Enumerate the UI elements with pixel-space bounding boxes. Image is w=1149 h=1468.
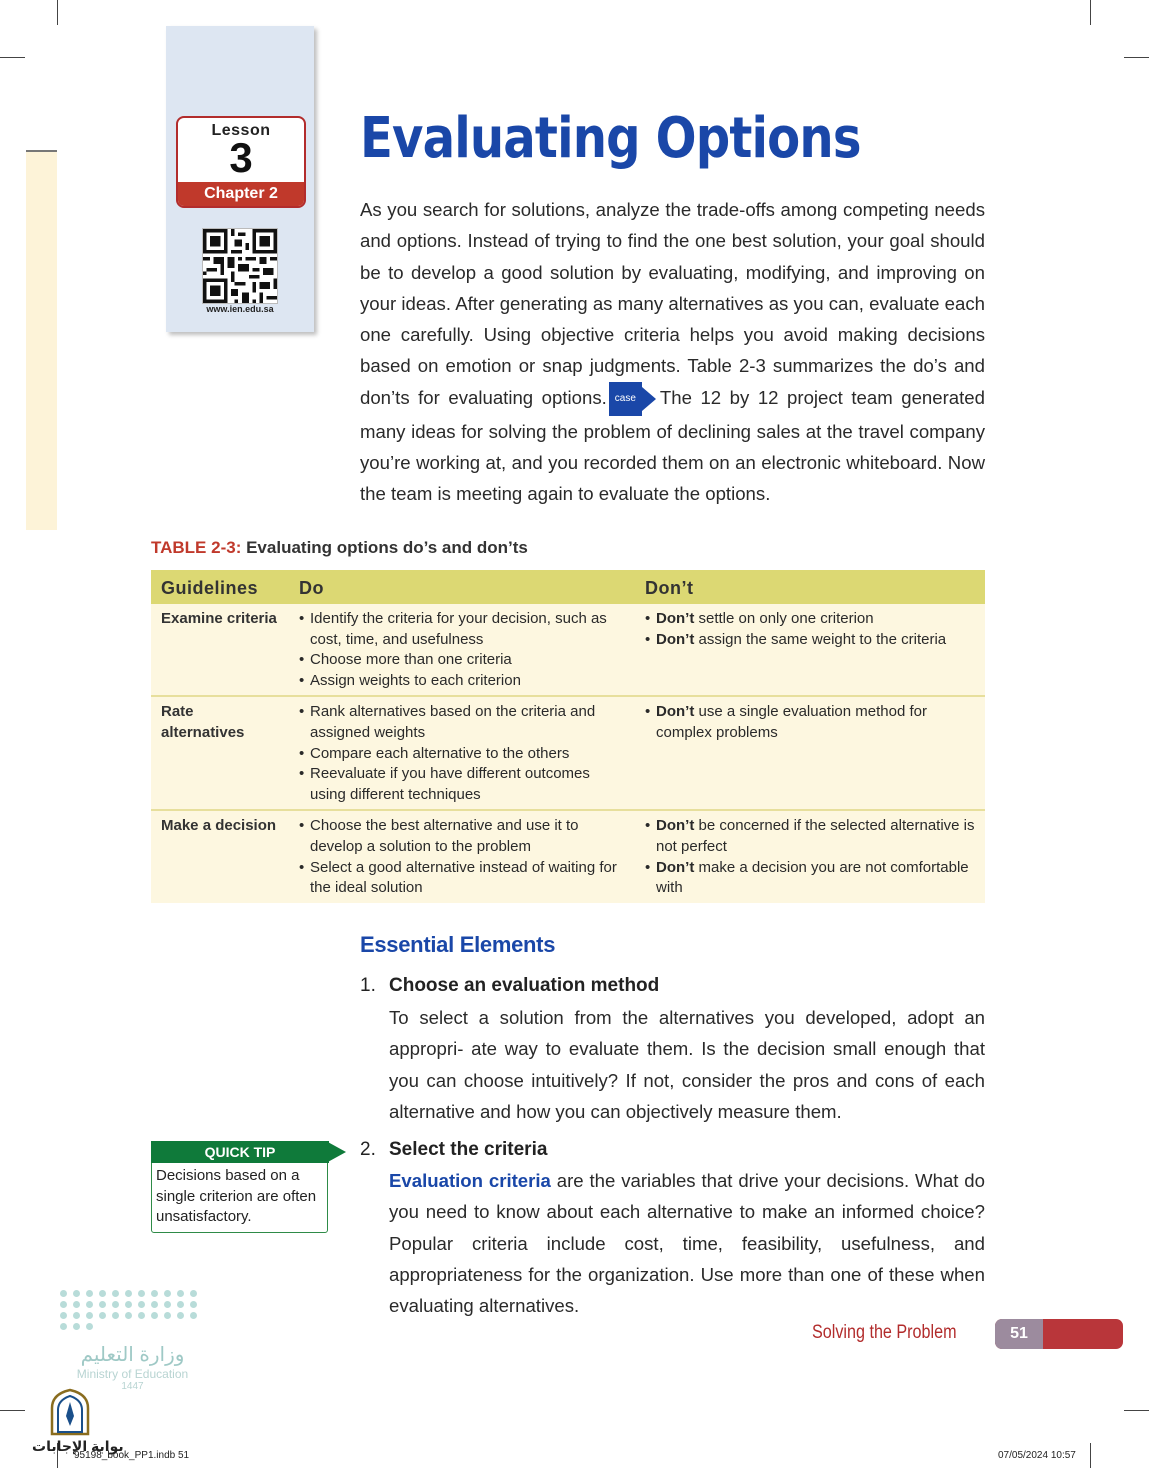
case-label: case (609, 382, 642, 415)
table-header: Do (289, 570, 635, 604)
crop-mark (1124, 57, 1149, 58)
footer-section-title: Solving the Problem (812, 1322, 957, 1343)
lesson-label: Lesson (211, 122, 271, 139)
key-term: Evaluation criteria (389, 1170, 551, 1191)
arrow-right-icon (642, 387, 656, 411)
page-title: Evaluating Options (360, 106, 861, 171)
crop-mark (57, 0, 58, 25)
crop-mark (0, 57, 25, 58)
mosque-emblem-icon (48, 1388, 92, 1436)
ministry-year: 1447 (121, 1381, 144, 1392)
table-cell-guideline: Examine criteria (161, 610, 277, 627)
crop-mark (1090, 1443, 1091, 1468)
list-item: • Rank alternatives based on the criteria and assigned weights (299, 702, 625, 743)
step-text (389, 1165, 985, 1321)
arrow-right-icon (326, 1141, 346, 1163)
step-number: 2. (360, 1139, 376, 1160)
table-cell-dont (635, 696, 985, 810)
list-item: • Don’t make a decision you are not comfortable with (645, 858, 975, 899)
table-header: Guidelines (151, 570, 289, 604)
quick-tip-text: Decisions based on a single criterion are often unsatisfactory. (156, 1167, 317, 1226)
ministry-english: Ministry of Education (76, 1367, 189, 1381)
table-caption-text: Evaluating options do’s and don’ts (246, 538, 528, 557)
print-file-info: 95198_book_PP1.indb 51 (74, 1450, 190, 1461)
print-date-info: 07/05/2024 10:57 (998, 1450, 1076, 1461)
table-caption (151, 538, 528, 558)
table-header-row (151, 570, 985, 604)
table-row (151, 696, 985, 810)
step-heading: Choose an evaluation method (389, 975, 660, 996)
dots-icon (60, 1290, 200, 1330)
qr-code-icon[interactable] (202, 228, 278, 304)
step-text: To select a solution from the alternatives you developed, adopt an appropri- ate way to evaluate them. Is the decision small enough that you can choose intuitively? If not, consider the pros and cons of each alternative and how you can objectively measure them. (389, 1007, 985, 1122)
list-item: • Reevaluate if you have different outcomes using different techniques (299, 764, 625, 805)
case-icon (609, 382, 656, 415)
list-item: • Choose the best alternative and use it to develop a solution to the problem (299, 816, 625, 857)
quick-tip-heading: QUICK TIP (151, 1141, 329, 1163)
table-header: Don’t (635, 570, 985, 604)
side-strip (26, 152, 57, 530)
list-item: • Don’t assign the same weight to the criteria (645, 630, 975, 651)
list-item: • Don’t settle on only one criterion (645, 609, 975, 630)
intro-text-2: The 12 by 12 project team generated many ideas for solving the problem of declining sales at the travel company you’re working at, and you recorded them on an electronic whiteboard. Now the team is meeting again to evaluate the options. (360, 386, 985, 505)
intro-text-1: As you search for solutions, analyze the trade-offs among competing needs and options. Instead of trying to find the one best solution, your goal should be to develop a good solution by evaluating, modifying, and improving on your ideas. After generating as many alternatives as you can, evaluate each one carefully. Using objective criteria helps you avoid making decisions based on emotion or snap judgments. Table 2-3 summarizes the do’s and don’ts for evaluating options. (360, 199, 985, 408)
table-row (151, 604, 985, 696)
step-heading: Select the criteria (389, 1139, 548, 1160)
list-item: • Assign weights to each criterion (299, 671, 625, 692)
intro-paragraph (360, 194, 985, 509)
portal-label: بوابة الإجابات (32, 1438, 124, 1454)
list-item: • Choose more than one criteria (299, 650, 625, 671)
table-cell-guideline: Make a decision (151, 810, 289, 902)
quick-tip-box (151, 1141, 328, 1233)
lesson-badge (176, 116, 306, 208)
ministry-arabic: وزارة التعليم (80, 1344, 185, 1366)
lesson-number: 3 (229, 134, 253, 181)
table-cell-do (289, 696, 635, 810)
crop-mark (0, 1410, 25, 1411)
crop-mark (1090, 0, 1091, 25)
table-cell-guideline: Rate alternatives (151, 696, 289, 810)
crop-mark (1124, 1410, 1149, 1411)
ministry-logo (60, 1290, 205, 1392)
list-item: • Don’t be concerned if the selected alternative is not perfect (645, 816, 975, 857)
list-item: • Don’t use a single evaluation method for complex problems (645, 702, 975, 743)
step-text-body: are the variables that drive your decisions. What do you need to know about each alternative to make an informed choice? Popular criteria include cost, time, feasibility, usefulness, and appropriateness for the organization. Use more than one of these when evaluating alternatives. (389, 1170, 985, 1317)
table-row (151, 810, 985, 902)
list-item: • Identify the criteria for your decision, such as cost, time, and usefulness (299, 609, 625, 650)
table-number: TABLE 2-3: (151, 538, 242, 557)
table-cell-dont (635, 810, 985, 902)
page-tab (995, 1319, 1123, 1349)
list-item: • Compare each alternative to the others (299, 744, 625, 765)
table-cell-do (289, 810, 635, 902)
page-number: 51 (995, 1319, 1043, 1349)
list-item: • Select a good alternative instead of waiting for the ideal solution (299, 858, 625, 899)
chapter-label: Chapter 2 (178, 182, 304, 206)
lesson-panel (166, 26, 314, 332)
section-heading: Essential Elements (360, 932, 556, 957)
table-cell-dont (635, 604, 985, 696)
table-cell-do (289, 604, 635, 696)
guidelines-table (151, 570, 985, 903)
qr-url[interactable]: www.ien.edu.sa (206, 304, 274, 314)
step-number: 1. (360, 975, 376, 996)
